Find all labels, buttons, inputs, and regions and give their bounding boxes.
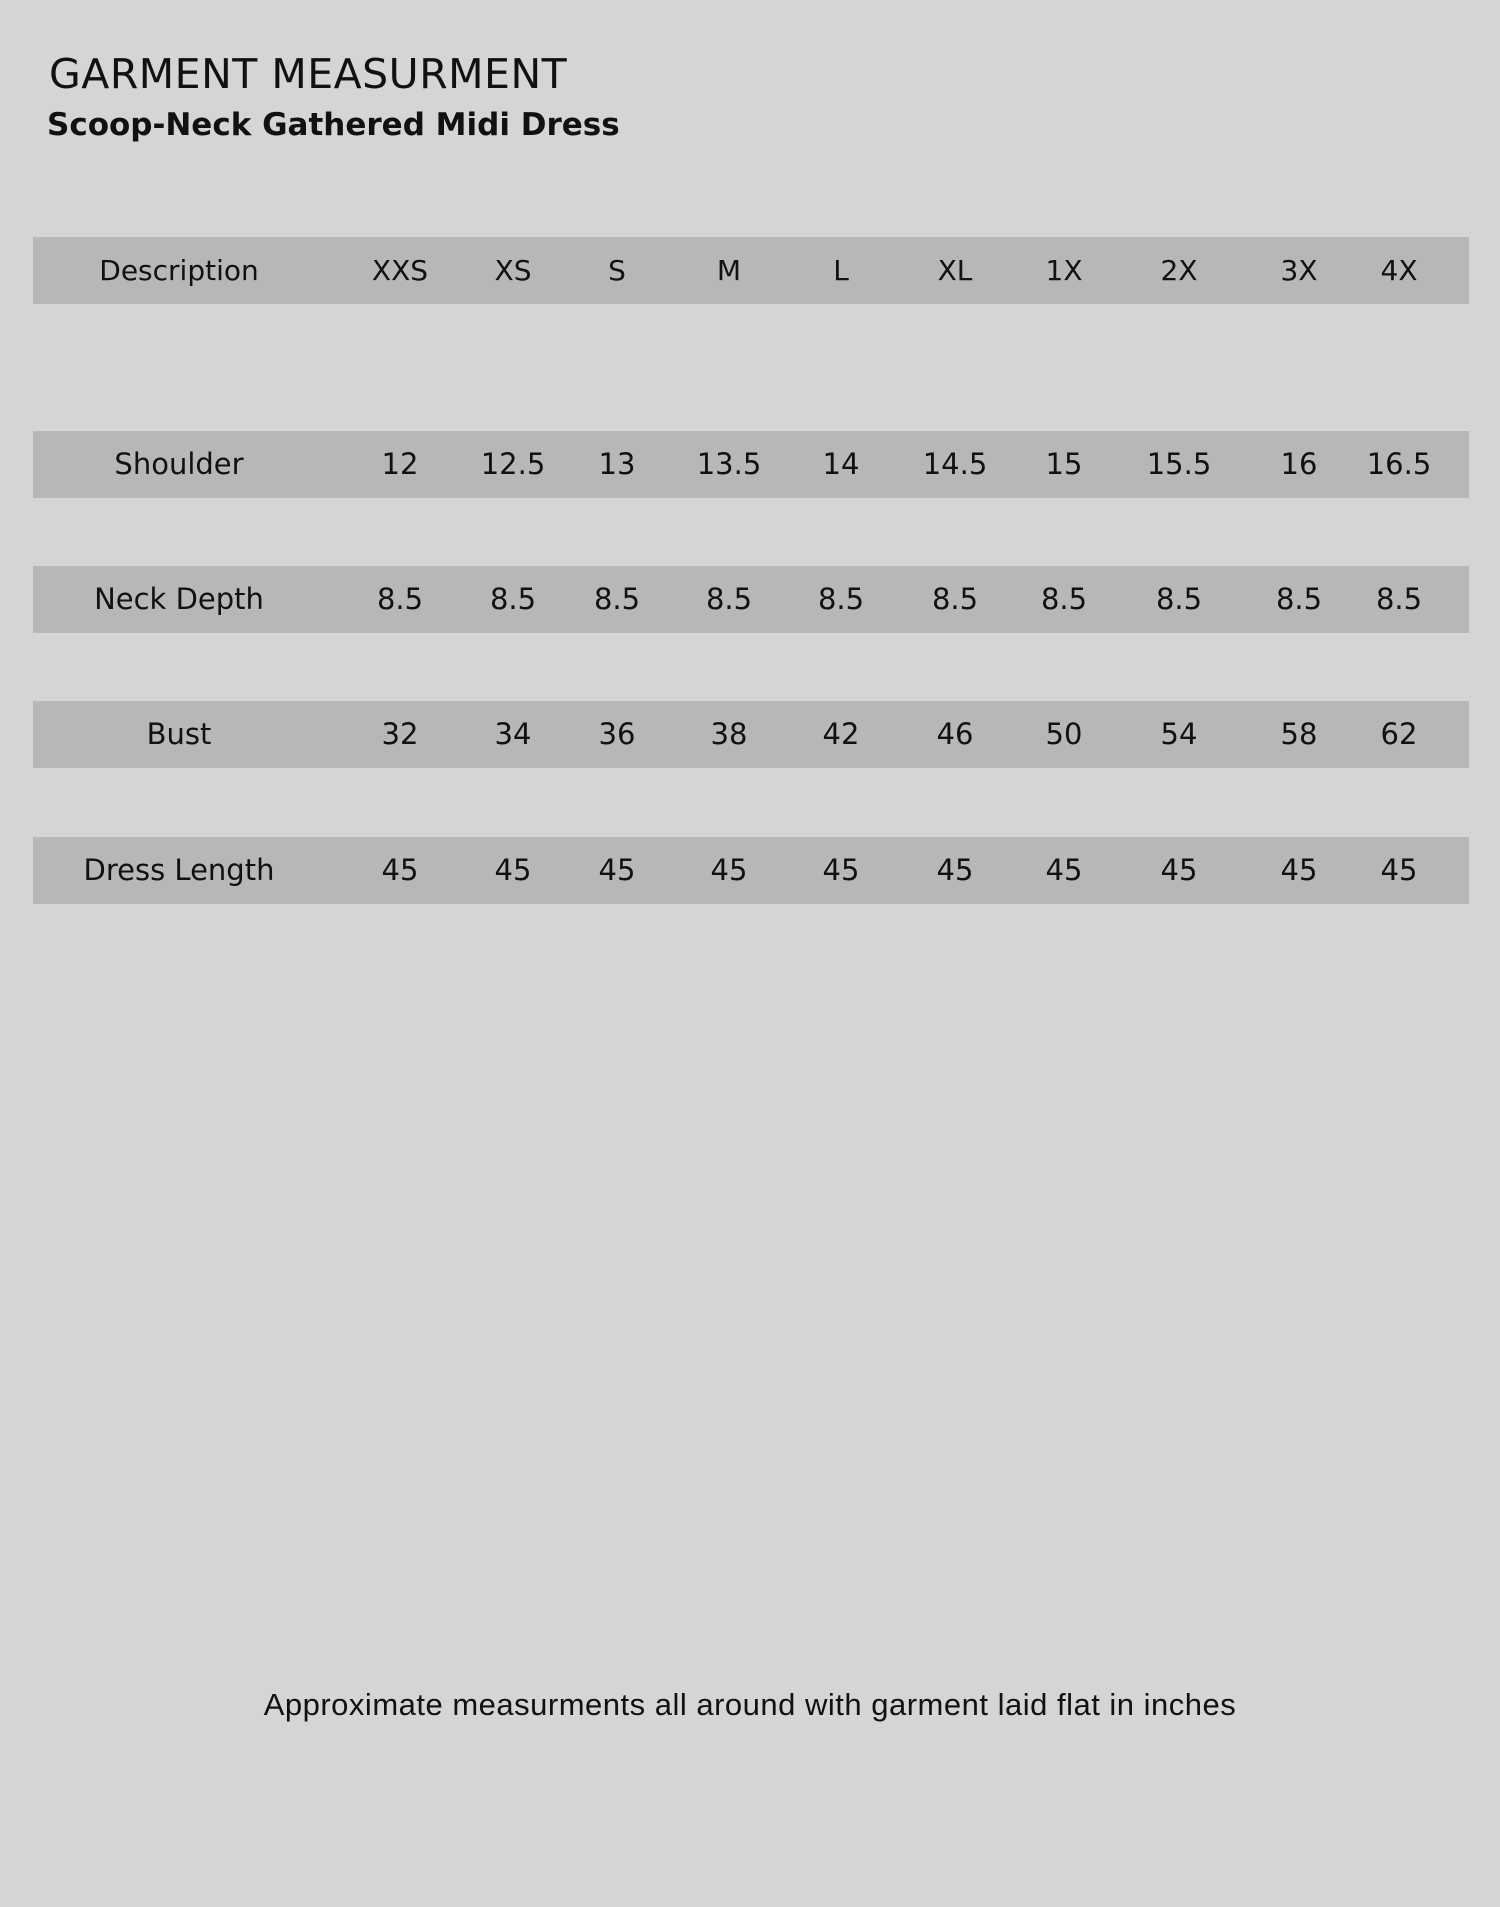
column-header-size: 1X [1045, 254, 1083, 287]
table-cell: 15 [1045, 447, 1083, 481]
measurement-note: Approximate measurments all around with garment laid flat in inches [263, 1687, 1237, 1722]
table-cell: 8.5 [817, 582, 865, 616]
table-cell: 58 [1280, 717, 1318, 751]
table-cell: 45 [1280, 853, 1318, 887]
table-cell: 8.5 [1040, 582, 1088, 616]
table-cell: 8.5 [931, 582, 979, 616]
row-label: Dress Length [83, 853, 275, 887]
row-label: Shoulder [114, 447, 244, 481]
table-cell: 8.5 [376, 582, 424, 616]
table-cell: 45 [936, 853, 974, 887]
table-cell: 8.5 [1155, 582, 1203, 616]
table-cell: 8.5 [593, 582, 641, 616]
table-cell: 42 [822, 717, 860, 751]
table-cell: 12 [381, 447, 419, 481]
column-header-size: S [608, 254, 626, 287]
table-cell: 50 [1045, 717, 1083, 751]
row-label: Bust [146, 717, 212, 751]
table-cell: 8.5 [489, 582, 537, 616]
column-header-description: Description [99, 254, 259, 287]
table-cell: 32 [381, 717, 419, 751]
table-cell: 12.5 [480, 447, 546, 481]
table-cell: 46 [936, 717, 974, 751]
table-cell: 45 [1380, 853, 1418, 887]
page-title: GARMENT MEASURMENT [49, 50, 568, 98]
table-cell: 13.5 [696, 447, 762, 481]
table-row-dress-length [33, 837, 1469, 904]
table-cell: 45 [381, 853, 419, 887]
table-row-bust [33, 701, 1469, 768]
table-cell: 45 [710, 853, 748, 887]
table-cell: 45 [1045, 853, 1083, 887]
table-cell: 38 [710, 717, 748, 751]
table-row-neck-depth [33, 566, 1469, 633]
column-header-size: 3X [1280, 254, 1318, 287]
column-header-size: XL [937, 254, 973, 287]
table-cell: 45 [494, 853, 532, 887]
table-cell: 8.5 [1275, 582, 1323, 616]
table-header-row [33, 237, 1469, 304]
table-cell: 14 [822, 447, 860, 481]
table-cell: 16.5 [1366, 447, 1432, 481]
column-header-size: 2X [1160, 254, 1198, 287]
table-cell: 14.5 [922, 447, 988, 481]
table-cell: 13 [598, 447, 636, 481]
table-cell: 45 [1160, 853, 1198, 887]
table-cell: 8.5 [1375, 582, 1423, 616]
table-cell: 45 [822, 853, 860, 887]
column-header-size: 4X [1380, 254, 1418, 287]
column-header-size: L [833, 254, 849, 287]
column-header-size: XXS [371, 254, 429, 287]
column-header-size: XS [494, 254, 532, 287]
table-cell: 16 [1280, 447, 1318, 481]
table-cell: 34 [494, 717, 532, 751]
row-label: Neck Depth [94, 582, 264, 616]
table-cell: 54 [1160, 717, 1198, 751]
table-cell: 15.5 [1146, 447, 1212, 481]
table-cell: 62 [1380, 717, 1418, 751]
product-name: Scoop-Neck Gathered Midi Dress [47, 107, 620, 143]
table-row-shoulder [33, 431, 1469, 498]
table-cell: 45 [598, 853, 636, 887]
table-cell: 36 [598, 717, 636, 751]
table-cell: 8.5 [705, 582, 753, 616]
column-header-size: M [716, 254, 742, 287]
